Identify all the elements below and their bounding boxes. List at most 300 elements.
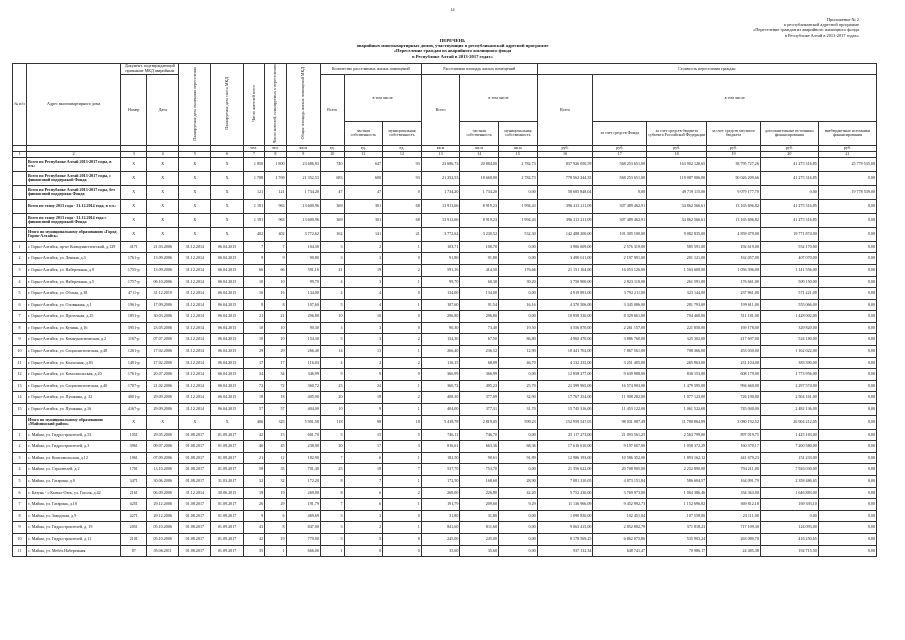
table-cell: 3 [344,334,383,346]
table-cell: 12 [13,369,27,381]
table-cell: 34 [243,369,264,381]
table-cell: 265 963,00 [647,357,707,369]
table-cell: 18 [344,464,383,476]
address-cell: г. Горно-Алтайск, ул. Социалистическая, д.48 [26,346,120,358]
table-cell: 16 [265,288,286,300]
table-cell: 38 795 727,26 [707,157,761,171]
table-cell: 29 [243,346,264,358]
table-cell: 1 181 [243,213,264,227]
table-cell: X [179,415,211,429]
table-cell: 25,70 [499,380,538,392]
table-cell: 1 769 [265,171,286,185]
table-cell: 101 305 100,00 [593,227,647,241]
table-cell: 06.04.2015 [211,264,243,276]
header-cost-fund: за счет средств Фонда [593,121,647,145]
table-cell: 1 734,20 [286,185,320,199]
table-cell: 0,00 [760,510,818,522]
address-cell: г. Горно-Алтайск, ул. Оловянная, д.1 [26,299,120,311]
table-cell: 19 [265,487,286,499]
table-cell: 17 [265,357,286,369]
column-number: 3 [121,151,147,157]
unit-cell: кв.м [421,145,460,151]
table-cell: 01.09.2017 [211,522,243,534]
table-cell: 01.09.2017 [211,545,243,557]
table-cell: 99,70 [421,276,460,288]
table-cell: 0 [383,322,422,334]
table-cell: 29.12.2006 [147,510,179,522]
table-cell: 68,09 [460,357,499,369]
table-cell: 0,00 [818,346,876,358]
table-cell: 5951-р [121,322,147,334]
table-cell: 366,99 [460,369,499,381]
table-cell: 41 275 316,85 [760,199,818,213]
table-cell: 1707-р [121,380,147,392]
table-cell: 2 563 799,00 [647,429,707,441]
header-settled: Количество расселяемых жилых помещений [320,64,421,75]
table-cell [13,157,27,171]
appendix-line: «Переселение граждан из аварийного жилищного фонда [753,27,859,33]
header-settled-total: Всего [320,75,344,146]
table-cell: 3 [383,441,422,453]
table-cell: 01.09.2017 [211,441,243,453]
table-cell: 23.05.2006 [147,322,179,334]
table-cell: 2 [383,334,422,346]
table-cell: 0,00 [818,415,876,429]
table-cell: 3 [320,533,344,545]
table-cell: 1 [13,241,27,253]
table-cell: 2 261 157,00 [593,322,647,334]
appendix-line: к республиканской адресной программе [783,22,859,28]
table-row [13,334,877,346]
table-cell: 0 [383,288,422,300]
table-total-row [13,415,877,429]
table-cell: 06.04.2015 [211,334,243,346]
table-cell: 0,00 [499,288,538,300]
table-cell: 9 [243,510,264,522]
table-cell: 408,30 [421,392,460,404]
table-cell: X [121,157,147,171]
table-cell: 266,40 [286,346,320,358]
table-total-row [13,199,877,213]
table-cell: X [179,227,211,241]
table-cell: 226,80 [460,487,499,499]
table-cell: 0,00 [818,253,876,265]
table-row [13,357,877,369]
table-cell: 72 [265,380,286,392]
table-cell: 10 [265,276,286,288]
table-cell: 2 782,73 [499,171,538,185]
table-cell: 192 619,00 [707,241,761,253]
table-cell: 2 576 319,00 [593,241,647,253]
table-cell: 98 [344,415,383,429]
column-number: 5 [179,151,211,157]
table-cell: 360,72 [421,380,460,392]
address-cell: г. Горно-Алтайск, ул. Комсомольская, д.20 [26,369,120,381]
table-cell: 3 [320,253,344,265]
table-cell: 21 [383,227,422,241]
table-cell: 441 679,23 [707,452,761,464]
table-cell: 152 959 547,05 [537,415,593,429]
table-cell: 2 504 161,00 [760,392,818,404]
table-cell: 15 [265,429,286,441]
table-cell: 6 862 075,86 [593,533,647,545]
address-cell: с. Майма, ул. Гагарина, д.9 [26,476,120,488]
table-row [13,499,877,511]
table-cell: X [147,415,179,429]
table-cell: 2 819,05 [460,415,499,429]
table-cell: 3 345 086,00 [593,299,647,311]
table-cell: 1 090 830,00 [537,510,593,522]
table-cell: 601,70 [286,429,320,441]
table-cell: 296,80 [286,311,320,323]
header-settled-municipal: муниципальная собственность [383,121,422,145]
table-cell: 0,00 [499,311,538,323]
table-cell: 21 399 965,00 [537,380,593,392]
table-cell: 01.09.2017 [211,499,243,511]
table-cell: 10 [265,334,286,346]
table-cell: 726 190,00 [707,392,761,404]
table-cell: 8 [13,322,27,334]
table-cell: 19 [243,487,264,499]
table-cell: 245,00 [421,533,460,545]
table-cell: 301 [344,199,383,213]
table-cell: 191,79 [421,499,460,511]
table-cell: 3471 [121,476,147,488]
table-cell: 2 823 110,00 [593,276,647,288]
table-cell: 2 [383,392,422,404]
table-cell: 86,80 [499,334,538,346]
table-cell: 87 [121,545,147,557]
table-cell: 10 [320,311,344,323]
table-cell: 346,99 [286,369,320,381]
table-cell: 296,80 [460,311,499,323]
header-doc-date: Дата [147,75,179,146]
column-number: 6 [211,151,243,157]
table-cell: 06.04.2015 [211,369,243,381]
table-cell: 103,71 [421,241,460,253]
address-cell: с. Майма, ул. Гагарина, д.10 [26,499,120,511]
address-cell: с. Майма, ул. Гидростроителей, д.3 [26,441,120,453]
table-cell: 31.03.2017 [211,476,243,488]
table-cell: 12 [265,452,286,464]
table-cell: 3 [320,322,344,334]
table-cell: 5 [13,288,27,300]
table-cell: 13.09.2006 [147,264,179,276]
table-cell: 168,60 [460,476,499,488]
table-total-row [13,157,877,171]
table-cell: X [121,185,147,199]
table-cell: 17.02.2006 [147,346,179,358]
table-cell: 2 [344,241,383,253]
table-cell: 90,30 [421,322,460,334]
table-cell: 06.04.2015 [211,311,243,323]
table-cell: 683 [320,171,344,185]
table-cell: 31,80 [421,510,460,522]
column-number: 16 [537,151,593,157]
table-cell: 66 [243,264,264,276]
table-cell: 568 253 651,00 [593,157,647,171]
table-cell: 0,00 [818,441,876,453]
table-cell: 537,70 [421,464,460,476]
table-cell: 134,00 [421,288,460,300]
unit-cell: руб. [818,145,876,151]
table-cell: 2051 [121,522,147,534]
table-cell: 9 [13,334,27,346]
table-cell: 16 [243,288,264,300]
table-cell: 21 356 622,00 [537,464,593,476]
table-cell: 34 [265,369,286,381]
table-cell: 3 [344,253,383,265]
table-cell: 90,30 [286,322,320,334]
table-cell: 13.09.2006 [147,253,179,265]
table-cell: 68 [383,199,422,213]
table-cell: 35 [265,464,286,476]
table-cell: 9 079 177,70 [707,185,761,199]
header-doc-number: Номер [121,75,147,146]
table-cell: 4 132 235,00 [537,357,593,369]
table-cell: 778 562 244,35 [537,171,593,185]
table-cell: 414,50 [460,264,499,276]
header-document: Документ, подтверждающий признание МКД аварийным [121,64,179,75]
table-cell: 1401-р [121,357,147,369]
table-cell: 201 121,00 [647,253,707,265]
table-cell: 717 109,30 [707,522,761,534]
table-cell: 0,00 [818,171,876,185]
table-cell: 107,60 [286,299,320,311]
column-number: 21 [818,151,876,157]
table-cell: 10 958 330,00 [537,311,593,323]
table-cell: X [211,157,243,171]
table-cell: 2 [383,264,422,276]
table-cell: 4 [13,276,27,288]
table-cell: 19 771 874,00 [760,227,818,241]
table-cell: 1 [383,452,422,464]
table-cell: 10 [13,346,27,358]
table-cell [13,171,27,185]
table-cell: 6 [344,499,383,511]
table-cell: 42 [243,429,264,441]
table-cell: 4 370 506,00 [537,299,593,311]
table-cell: 32,90 [499,392,538,404]
table-cell: 0,00 [818,429,876,441]
table-cell: 4 [344,299,383,311]
table-cell: 0,00 [818,369,876,381]
table-cell: 1 [383,346,422,358]
table-cell: 31.12.2014 [179,288,211,300]
table-cell: 25 117 273,00 [537,429,593,441]
table-row [13,441,877,453]
appendix-line: Приложение № 2 [826,17,859,22]
table-cell: 199 611,00 [707,299,761,311]
table-cell: 31.12.2014 [179,487,211,499]
table-cell: 1 [383,380,422,392]
table-cell: 31.12.2014 [179,322,211,334]
table-cell: 163 902 128,65 [647,157,707,171]
table-total-row [13,227,877,241]
table-cell: 07.09.2006 [147,452,179,464]
table-cell: 58 [243,464,264,476]
table-cell: 0,00 [818,288,876,300]
table-cell: 9 [13,522,27,534]
table-row [13,545,877,557]
table-cell: 06.04.2015 [211,253,243,265]
table-cell: 663,36 [460,441,499,453]
table-cell: 5 [383,429,422,441]
table-cell: 9 [344,404,383,416]
table-cell: 3 750 900,00 [537,276,593,288]
address-cell: г. Горно-Алтайск, ул. Набережная, д.9 [26,264,120,276]
table-cell: 134,00 [286,288,320,300]
table-cell: 7 867 561,00 [593,346,647,358]
table-cell: 20 884,00 [460,157,499,171]
table-header [13,64,877,158]
table-cell: 9 [243,253,264,265]
table-cell: 552 170,00 [760,241,818,253]
table-cell: 21 352,53 [286,171,320,185]
table-cell: 3 [320,241,344,253]
table-cell [13,227,27,241]
address-cell: г. Горно-Алтайск, ул. Социалистическая, д.40 [26,380,120,392]
table-cell: 402 [265,227,286,241]
table-cell: 8 919,23 [460,213,499,227]
address-cell: Всего по Республике Алтай 2013-2017 годы, в т.ч.: [26,157,120,171]
table-cell: 296,80 [421,311,460,323]
table-cell: 107,60 [421,299,460,311]
table-cell: 0,00 [818,213,876,227]
table-cell: 0 [383,510,422,522]
table-cell: 1 994,43 [499,213,538,227]
table-cell: 104,30 [286,241,320,253]
table-cell: 404,00 [421,404,460,416]
table-cell: 72 [243,380,264,392]
table-cell: 191,79 [286,499,320,511]
table-cell: X [147,185,179,199]
table-cell: 2 852 802,79 [593,522,647,534]
header-cost-total: Всего [537,75,593,146]
table-cell: 2 [344,522,383,534]
table-cell: 1755-р [121,264,147,276]
table-cell: X [179,157,211,171]
table-cell: 8 [13,510,27,522]
table-cell: 0,00 [499,241,538,253]
table-cell: 1 [383,299,422,311]
header-settled-private: частная собственность [344,121,383,145]
table-cell: 01.08.2017 [179,452,211,464]
table-cell: 608 179,00 [707,369,761,381]
table-cell: 107 558,00 [647,510,707,522]
table-cell: 31.12.2014 [179,276,211,288]
table-cell: 9 639 988,00 [593,369,647,381]
table-cell: 01.08.2017 [179,499,211,511]
table-cell: 25 779 535,00 [818,157,876,171]
table-cell: 0,00 [499,464,538,476]
address-cell: г. Горно-Алтайск, ул. Пушкина, д. 32 [26,392,120,404]
table-cell: 16,16 [499,299,538,311]
table-cell: 70 986,17 [647,545,707,557]
table-cell: 1 162 022,00 [760,346,818,358]
table-cell: 9 [265,253,286,265]
table-cell: 99,70 [286,276,320,288]
table-cell: 600 [344,171,383,185]
table-cell: 3 [320,522,344,534]
table-cell: 134,00 [460,288,499,300]
table-cell: 14 [13,392,27,404]
header-area: Расселяемая площадь жилых помещений [421,64,537,75]
table-cell: 06.10.2006 [147,276,179,288]
address-cell: с. Майма, ул. Мебел.Набережная [26,545,120,557]
table-cell: 6 [344,487,383,499]
table-cell: 06.04.2015 [211,241,243,253]
column-number: 8 [265,151,286,157]
table-cell: 1 [383,241,422,253]
table-cell: 1051 [121,429,147,441]
table-cell: 4 859 479,00 [707,227,761,241]
unit-cell: руб. [647,145,707,151]
table-cell: 5 752 230,00 [537,487,593,499]
table-cell: 35 [243,545,264,557]
table-cell: 169 178,00 [707,322,761,334]
table-cell: 57 [265,404,286,416]
table-cell: 11 908 282,00 [593,392,647,404]
table-cell: 31.12.2014 [179,253,211,265]
table-cell: 383 390,00 [760,357,818,369]
table-cell [13,199,27,213]
table-cell: 3 251 405,00 [593,357,647,369]
table-cell: 0 [383,253,422,265]
unit-cell: ед. [320,145,344,151]
table-cell: 01.08.2017 [179,429,211,441]
column-number: 13 [421,151,460,157]
table-cell: 0,00 [499,533,538,545]
table-cell: 511 181,00 [707,311,761,323]
table-cell: 269,00 [421,487,460,499]
header-area-total: Всего [421,75,460,146]
table-cell: 20 [320,392,344,404]
table-cell: 281 793,00 [647,299,707,311]
table-cell: 21.02.2006 [147,380,179,392]
table-cell: 0,00 [818,545,876,557]
table-cell: 406 [243,415,264,429]
table-cell: X [179,213,211,227]
address-cell: с. Майма, ул. Гидростроителей, д. 19 [26,522,120,534]
table-cell: 26 [243,499,264,511]
table-cell: 591,16 [286,264,320,276]
table-cell: 162 057,00 [707,253,761,265]
table-cell: 16 574 903,00 [593,380,647,392]
table-cell: 7 926 030,00 [760,464,818,476]
title-line: «Переселение граждан из аварийного жилищного фонда [393,48,512,54]
table-cell: 8 [320,487,344,499]
table-cell: 266,40 [421,346,460,358]
table-cell: 19 [344,264,383,276]
table-cell: 9 082 835,00 [647,227,707,241]
table-cell: 41 275 316,85 [760,171,818,185]
table-cell: 20.07.2006 [147,369,179,381]
address-cell: Итого по муниципальному образованию «Город Горно-Алтайск» [26,227,120,241]
table-cell: 4167-р [121,404,147,416]
table-cell: 0,00 [593,185,647,199]
table-cell: X [121,227,147,241]
table-cell: 172,50 [421,476,460,488]
table-cell: 01.08.2017 [179,464,211,476]
table-cell: 325 302,00 [647,334,707,346]
table-cell: 0 [383,369,422,381]
table-cell: 1 141 556,00 [760,264,818,276]
table-cell: 119 087 006,00 [647,171,707,185]
table-cell: 0,00 [818,241,876,253]
table-cell: 32 [265,476,286,488]
table-cell: 10 [344,311,383,323]
